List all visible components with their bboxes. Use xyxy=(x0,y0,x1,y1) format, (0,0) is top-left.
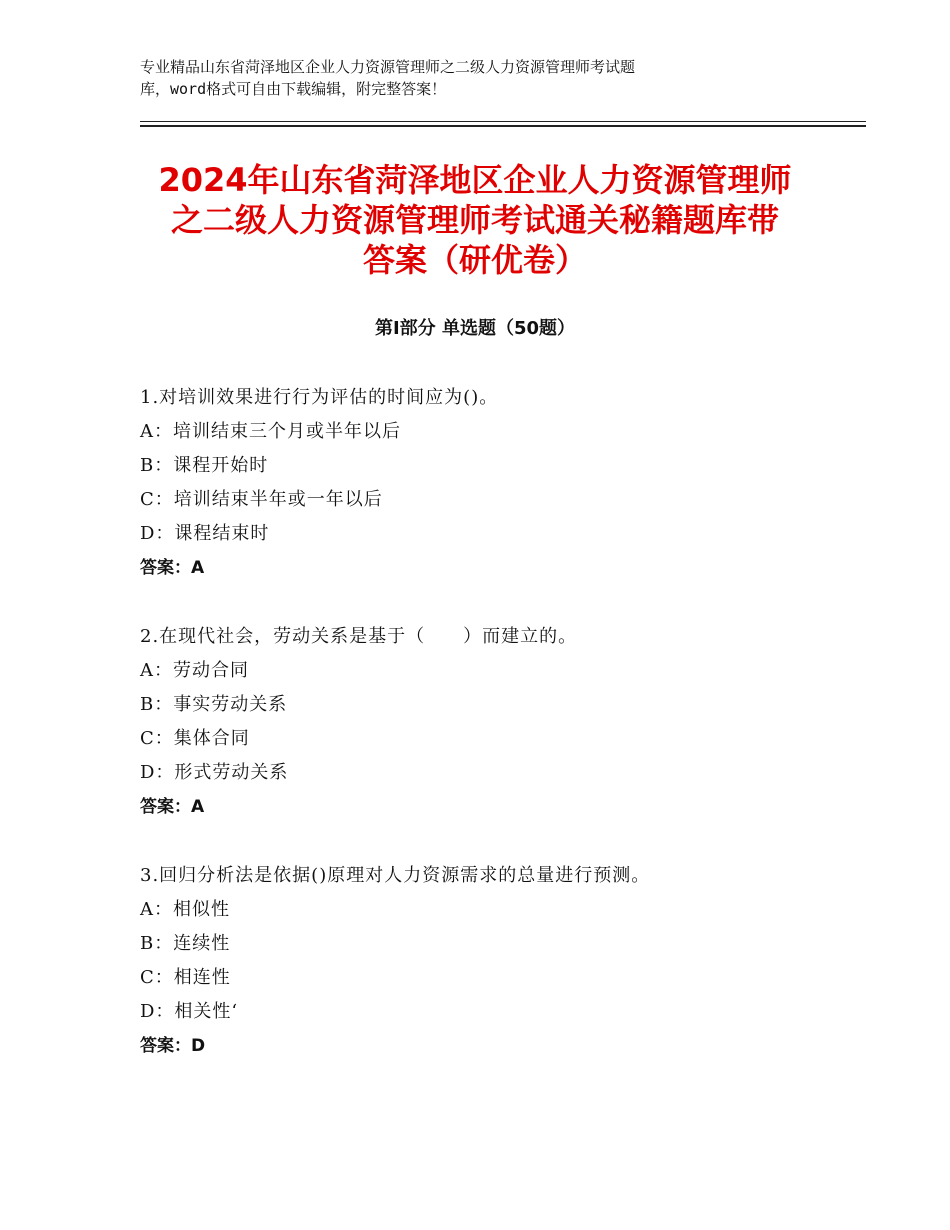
option-b: B：事实劳动关系 xyxy=(140,694,288,715)
header-note-line-1: 专业精品山东省菏泽地区企业人力资源管理师之二级人力资源管理师考试题 xyxy=(140,58,636,76)
question-stem: 1.对培训效果进行行为评估的时间应为()。 xyxy=(140,387,499,408)
header-divider-thick xyxy=(140,125,866,127)
question-stem: 3.回归分析法是依据()原理对人力资源需求的总量进行预测。 xyxy=(140,865,651,886)
option-d: D：相关性‘ xyxy=(140,1001,239,1022)
document-title-line-1: 2024年山东省菏泽地区企业人力资源管理师 xyxy=(158,161,792,199)
document-title xyxy=(100,160,850,280)
answer-label: 答案：A xyxy=(140,797,205,817)
option-b: B：课程开始时 xyxy=(140,455,269,476)
answer-label: 答案：D xyxy=(140,1036,206,1056)
option-a: A：劳动合同 xyxy=(140,660,249,681)
header-note-line-2: 库，word格式可自由下载编辑，附完整答案！ xyxy=(140,80,447,98)
question-3 xyxy=(140,859,860,1063)
document-title-line-2: 之二级人力资源管理师考试通关秘籍题库带 xyxy=(170,201,779,239)
question-1 xyxy=(140,381,860,585)
answer-label: 答案：A xyxy=(140,558,205,578)
option-d: D：课程结束时 xyxy=(140,523,270,544)
option-c: C：相连性 xyxy=(140,967,231,988)
option-a: A：培训结束三个月或半年以后 xyxy=(140,421,401,442)
header-divider-thin xyxy=(140,121,866,122)
option-a: A：相似性 xyxy=(140,899,230,920)
document-title-line-3: 答案（研优卷） xyxy=(362,241,587,279)
question-stem: 2.在现代社会，劳动关系是基于（ ）而建立的。 xyxy=(140,626,578,647)
option-c: C：集体合同 xyxy=(140,728,250,749)
question-2 xyxy=(140,620,860,824)
section-heading: 第Ⅰ部分 单选题（50题） xyxy=(374,318,575,339)
header-note xyxy=(140,56,830,100)
option-c: C：培训结束半年或一年以后 xyxy=(140,489,383,510)
option-d: D：形式劳动关系 xyxy=(140,762,289,783)
option-b: B：连续性 xyxy=(140,933,231,954)
